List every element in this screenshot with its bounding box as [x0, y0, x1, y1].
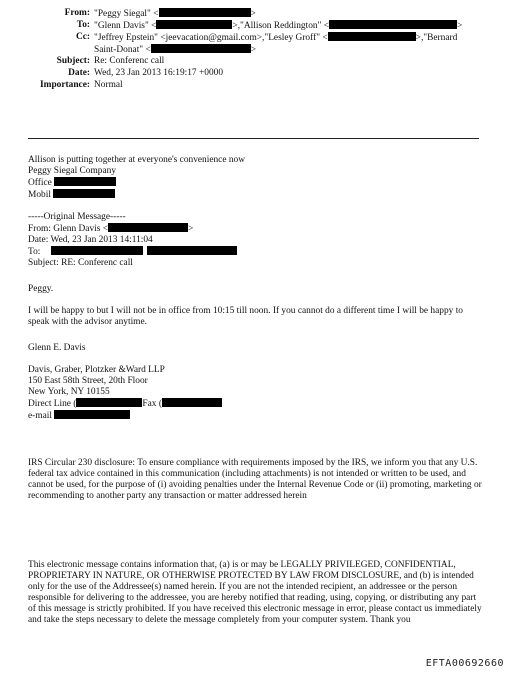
reply-company: Peggy Siegal Company [28, 166, 117, 176]
header-date-row [0, 68, 512, 80]
importance-label: Importance: [40, 80, 90, 90]
to-value-b: >,"Allison Reddington" < [232, 21, 330, 31]
redaction-box [147, 246, 237, 255]
date-label: Date: [68, 68, 90, 78]
close-bracket: > [188, 224, 194, 234]
redaction-box [53, 189, 115, 198]
original-from [28, 223, 484, 235]
privilege-notice: This electronic message contains information that, (a) is or may be LEGALLY PRIVILEGED, CONFIDENTIAL, PROPRIETARY IN NATURE, OR OTHERWISE PROTECTED BY LAW FROM DISCLOSURE, and (b) is intended only for the use of the Addressee(s) named herein. If you are not the intended recipient, an addressee or the person responsible for delivering to the addressee, you are hereby notified that reading, using, copying, or distributing any part of this message is strictly prohibited. If you have received this electronic message in error, please contact us immediately and take the steps necessary to delete the message completely from your computer system. Thank you [28, 560, 482, 625]
reply-line: Allison is putting together at everyone's convenience now [28, 155, 245, 165]
redaction-box [151, 44, 251, 53]
redaction-box [76, 398, 142, 407]
header-subject-row [0, 56, 512, 68]
fax-label: Fax ( [142, 399, 162, 409]
email-row [28, 410, 484, 422]
signer-name: Glenn E. Davis [28, 343, 86, 353]
irs-disclosure: IRS Circular 230 disclosure: To ensure compliance with requirements imposed by the IRS, we inform you that any U.S. federal tax advice contained in this communication (including attachments) is not intended or written to be used, and cannot be used, for the purpose of (i) avoiding penalties under the Internal Revenue Code or (ii) promoting, marketing or recommending to another party any transaction or matter addressed herein [28, 458, 482, 501]
original-to [28, 246, 484, 258]
original-message-marker: -----Original Message----- [28, 212, 126, 222]
subject-value: Re: Conferenc call [94, 56, 165, 66]
redaction-box [162, 398, 222, 407]
to-label: To: [76, 20, 90, 30]
header-divider [28, 138, 479, 139]
firm-name: Davis, Graber, Plotzker &Ward LLP [28, 365, 165, 375]
header-to-row [0, 20, 512, 32]
message-paragraph: I will be happy to but I will not be in office from 10:15 till noon. If you cannot do a different time I will be happy to speak with the advisor anytime. [28, 306, 463, 327]
subject-label: Subject: [56, 56, 90, 66]
close-bracket: > [250, 9, 256, 19]
reply-office [28, 177, 484, 189]
header-cc-continued-row [0, 44, 512, 56]
original-subject: Subject: RE: Conferenc call [28, 258, 133, 268]
original-from-text: From: Glenn Davis < [28, 224, 109, 234]
date-value: Wed, 23 Jan 2013 16:19:17 +0000 [94, 68, 224, 78]
redaction-box [54, 177, 116, 186]
redaction-box [51, 246, 143, 255]
header-importance-row [0, 80, 512, 92]
cc-value-c: Saint-Donat" < [94, 45, 151, 55]
document-id: EFTA00692660 [425, 658, 504, 669]
redaction-box [54, 410, 130, 419]
address-line-2: New York, NY 10155 [28, 387, 110, 397]
cc-label: Cc: [75, 32, 90, 42]
office-label: Office [28, 178, 52, 188]
from-value: "Peggy Siegal" < [94, 9, 159, 19]
redaction-box [108, 223, 188, 232]
reply-mobil [28, 189, 484, 201]
redaction-box [156, 20, 232, 29]
importance-value: Normal [94, 80, 123, 90]
close-bracket: > [250, 45, 257, 55]
header-cc-row [0, 32, 512, 44]
direct-line-row [28, 398, 484, 410]
address-line-1: 150 East 58th Street, 20th Floor [28, 376, 148, 386]
email-body [28, 155, 484, 626]
from-label: From: [64, 8, 90, 18]
original-date: Date: Wed, 23 Jan 2013 14:11:04 [28, 235, 153, 245]
to-value-a: "Glenn Davis" < [94, 21, 157, 31]
cc-value-b: >,"Bernard [415, 33, 458, 43]
direct-line-label: Direct Line ( [28, 399, 77, 409]
redaction-box [329, 20, 457, 29]
greeting: Peggy. [28, 284, 54, 294]
header-from-row [0, 8, 512, 20]
redaction-box [159, 8, 251, 17]
mobil-label: Mobil [28, 190, 51, 200]
email-label: e-mail [28, 411, 52, 421]
original-to-label: To: [28, 247, 41, 257]
email-header [0, 8, 512, 92]
cc-value-a: "Jeffrey Epstein" <jeevacation@gmail.com>,"Lesley Groff" < [94, 33, 328, 43]
redaction-box [328, 32, 416, 41]
close-bracket: > [457, 21, 463, 31]
